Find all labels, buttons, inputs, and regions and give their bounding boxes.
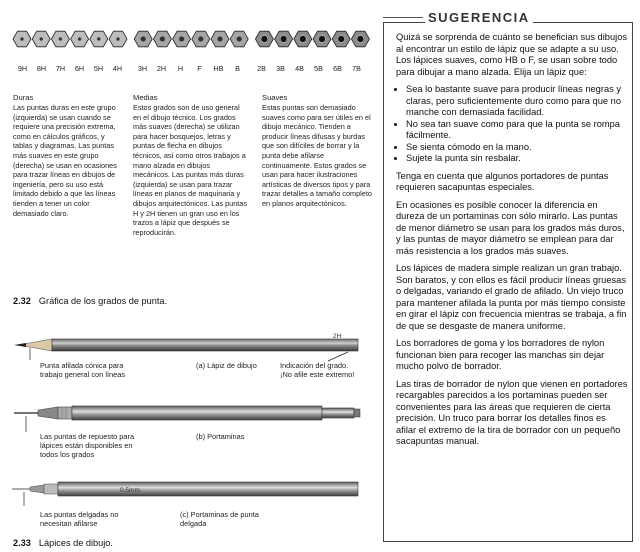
column-text: Estos grados son de uso general en el dibujo técnico. Los grados más suaves (derecha) se utilizan para hacer bosquejos, letras y puntas de flecha en dibujos técnicos, así como otros trabajos a mano alzada en dibujos mecánicos. Las puntas más duras (izquierda) se usan para trazar líneas en planos de maquinaria y dibujos arquitectónicos. Las puntas H y 2H tienen un gran uso en los trazos a lápiz que después se reproducirán. [133,103,247,237]
thin-label: (c) Portaminas de punta delgada [180,510,259,528]
tip-bullet: • Sujete la punta sin resbalar. [406,153,628,165]
lead-size-mark: 0.5mm [120,487,140,494]
fine-lead-pencil [12,482,358,506]
grade-labels-soft [252,64,366,73]
pencil-lead-core [116,37,119,40]
grade-label: 4B [295,64,304,73]
caption-number: 2.33 [13,538,31,548]
grade-label: 5H [93,64,104,73]
pencil-lead-core [20,37,23,40]
pencil-lead-core [97,37,100,40]
pencil-lead-core [237,37,242,42]
tip-paragraph: Las tiras de borrador de nylon que vienen en portadores recargables parecidos a los portaminas pueden ser convenientes para las áreas que requieren de cierta precisión. Un truco para borrar los detalles finos es afilar el extremo de la tira de borrador con un pequeño sacapuntas manual. [396,378,628,446]
column-heading: Suaves [262,93,288,102]
tip-bullet: • Se sienta cómodo en la mano. [406,142,628,154]
grade-label: 4H [112,64,123,73]
column-heading: Duras [13,93,34,102]
pencil-lead-core [198,37,203,42]
grade-column-hard [13,93,123,218]
thin-note: Las puntas delgadas no necesitan afilarse [40,510,119,528]
grade-column-soft [262,93,372,209]
pencil-lead-core [160,37,165,42]
tip-bullet: • Sea lo bastante suave para producir líneas negras y claras, pero suficientemente duro como para que no manche con demasiada facilidad. [406,84,628,119]
caption-text: Lápices de dibujo. [38,538,113,548]
grade-label: 2H [156,64,167,73]
grade-label: 6H [74,64,85,73]
drawing-pencils-illustration [0,328,382,534]
grade-label: H [177,64,184,73]
grade-labels-hard [13,64,127,73]
tip-paragraph: En ocasiones es posible conocer la diferencia en dureza de un portaminas con sólo mirarlo. Las puntas de menor diámetro se usan para los grados más duros, y las puntas de mayor diámetro se emplean para dar más resistencia a los grados más suaves. [396,199,625,256]
sugerencia-title: SUGERENCIA [425,10,533,25]
pencil-lead-core [280,36,287,43]
holder-note: Las puntas de repuesto para lápices están disponibles en todos los grados [40,432,135,459]
pencil-lead-core [299,36,306,43]
pencil-tip-note: Punta afilada cónica para trabajo general con líneas [40,361,126,379]
grade-end-note: Indicación del grado. ¡No afile este extremo! [280,361,355,379]
grade-label: 7B [352,64,361,73]
column-heading: Medias [133,93,158,102]
grade-label: 8H [36,64,47,73]
grade-label: B [235,64,240,73]
pencil-lead-core [78,37,81,40]
column-text: Las puntas duras en este grupo (izquierda) se usan cuando se requiere una precisión extrema, como en cálculos gráficos, y tablas y diagramas. Las puntas más suaves en este grupo (derecha) se usan en ocasiones para trazar líneas en dibujos de ingeniería, pero su uso está limitado debido a que las líneas tienden a tener un color demasiado claro. [13,103,117,218]
grade-label: 5B [314,64,323,73]
grade-column-medium [133,93,247,237]
pencil-lead-core [319,36,326,43]
grade-label: 3H [137,64,148,73]
figure-caption-2-32 [13,296,167,306]
tip-paragraph: Tenga en cuenta que algunos portadores de puntas requieren sacapuntas especiales. [396,170,609,192]
grade-labels-medium [133,64,247,73]
grade-label: 3B [276,64,285,73]
pencil-lead-core [179,37,184,42]
pencil-label: (a) Lápiz de dibujo [196,361,257,370]
pencil-lead-core [59,37,62,40]
grade-label: 6B [333,64,342,73]
tip-paragraph: Los lápices de madera simple realizan un gran trabajo. Son baratos, y con ellos es fácil producir líneas gruesas o delgadas, variando el grado de afilado. Un viejo truco para mantener afilada la punta por más tiempo consiste en girar el lápiz con frecuencia mientras se trabaja, a fin de que se desgaste de manera uniforme. [396,263,627,331]
caption-number: 2.32 [13,296,31,306]
pencil-grade-mark: 2H [333,333,342,340]
caption-text: Gráfica de los grados de punta. [38,296,168,306]
lead-holder [14,406,360,432]
pencil-lead-core [141,37,146,42]
grade-label: 9H [17,64,28,73]
tip-intro: Quizá se sorprenda de cuánto se benefician sus dibujos al encontrar un estilo de lápiz que se adapte a su uso. Los lápices suaves, como HB o F, se usan sobre todo para dibujar a mano alzada. Elija un lápiz que: [396,32,628,77]
holder-label: (b) Portaminas [196,432,245,441]
pencil-grade-tips [12,24,376,56]
grade-label: 7H [55,64,66,73]
grade-label: F [197,64,202,73]
figure-caption-2-33 [13,538,113,548]
pencil-lead-core [357,36,364,43]
grade-label: 2B [257,64,266,73]
tip-bullet: • No sea tan suave como para que la punta se rompa fácilmente. [406,119,628,142]
wooden-pencil [14,333,358,361]
tip-paragraph: Los borradores de goma y los borradores de nylon funcionan bien para recoger las manchas sin dejar mucho polvo de borrador. [396,338,605,371]
pencil-lead-core [40,37,43,40]
column-text: Estas puntas son demasiado suaves como para ser útiles en el dibujo mecánico. Tienden a producir líneas difusas y burdas que son difíciles de borrar y la punta debe afilarse continuamente. Estos grados se usan para hacer ilustraciones artísticas de diversos tipos y para trazar detalles a tamaño completo en planos arquitectónicos. [262,103,372,208]
tip-bullet-list [396,84,628,165]
pencil-lead-core [261,36,268,43]
pencil-lead-core [218,37,223,42]
pencil-lead-core [338,36,345,43]
grade-label: HB [213,64,224,73]
sugerencia-body [396,32,628,454]
